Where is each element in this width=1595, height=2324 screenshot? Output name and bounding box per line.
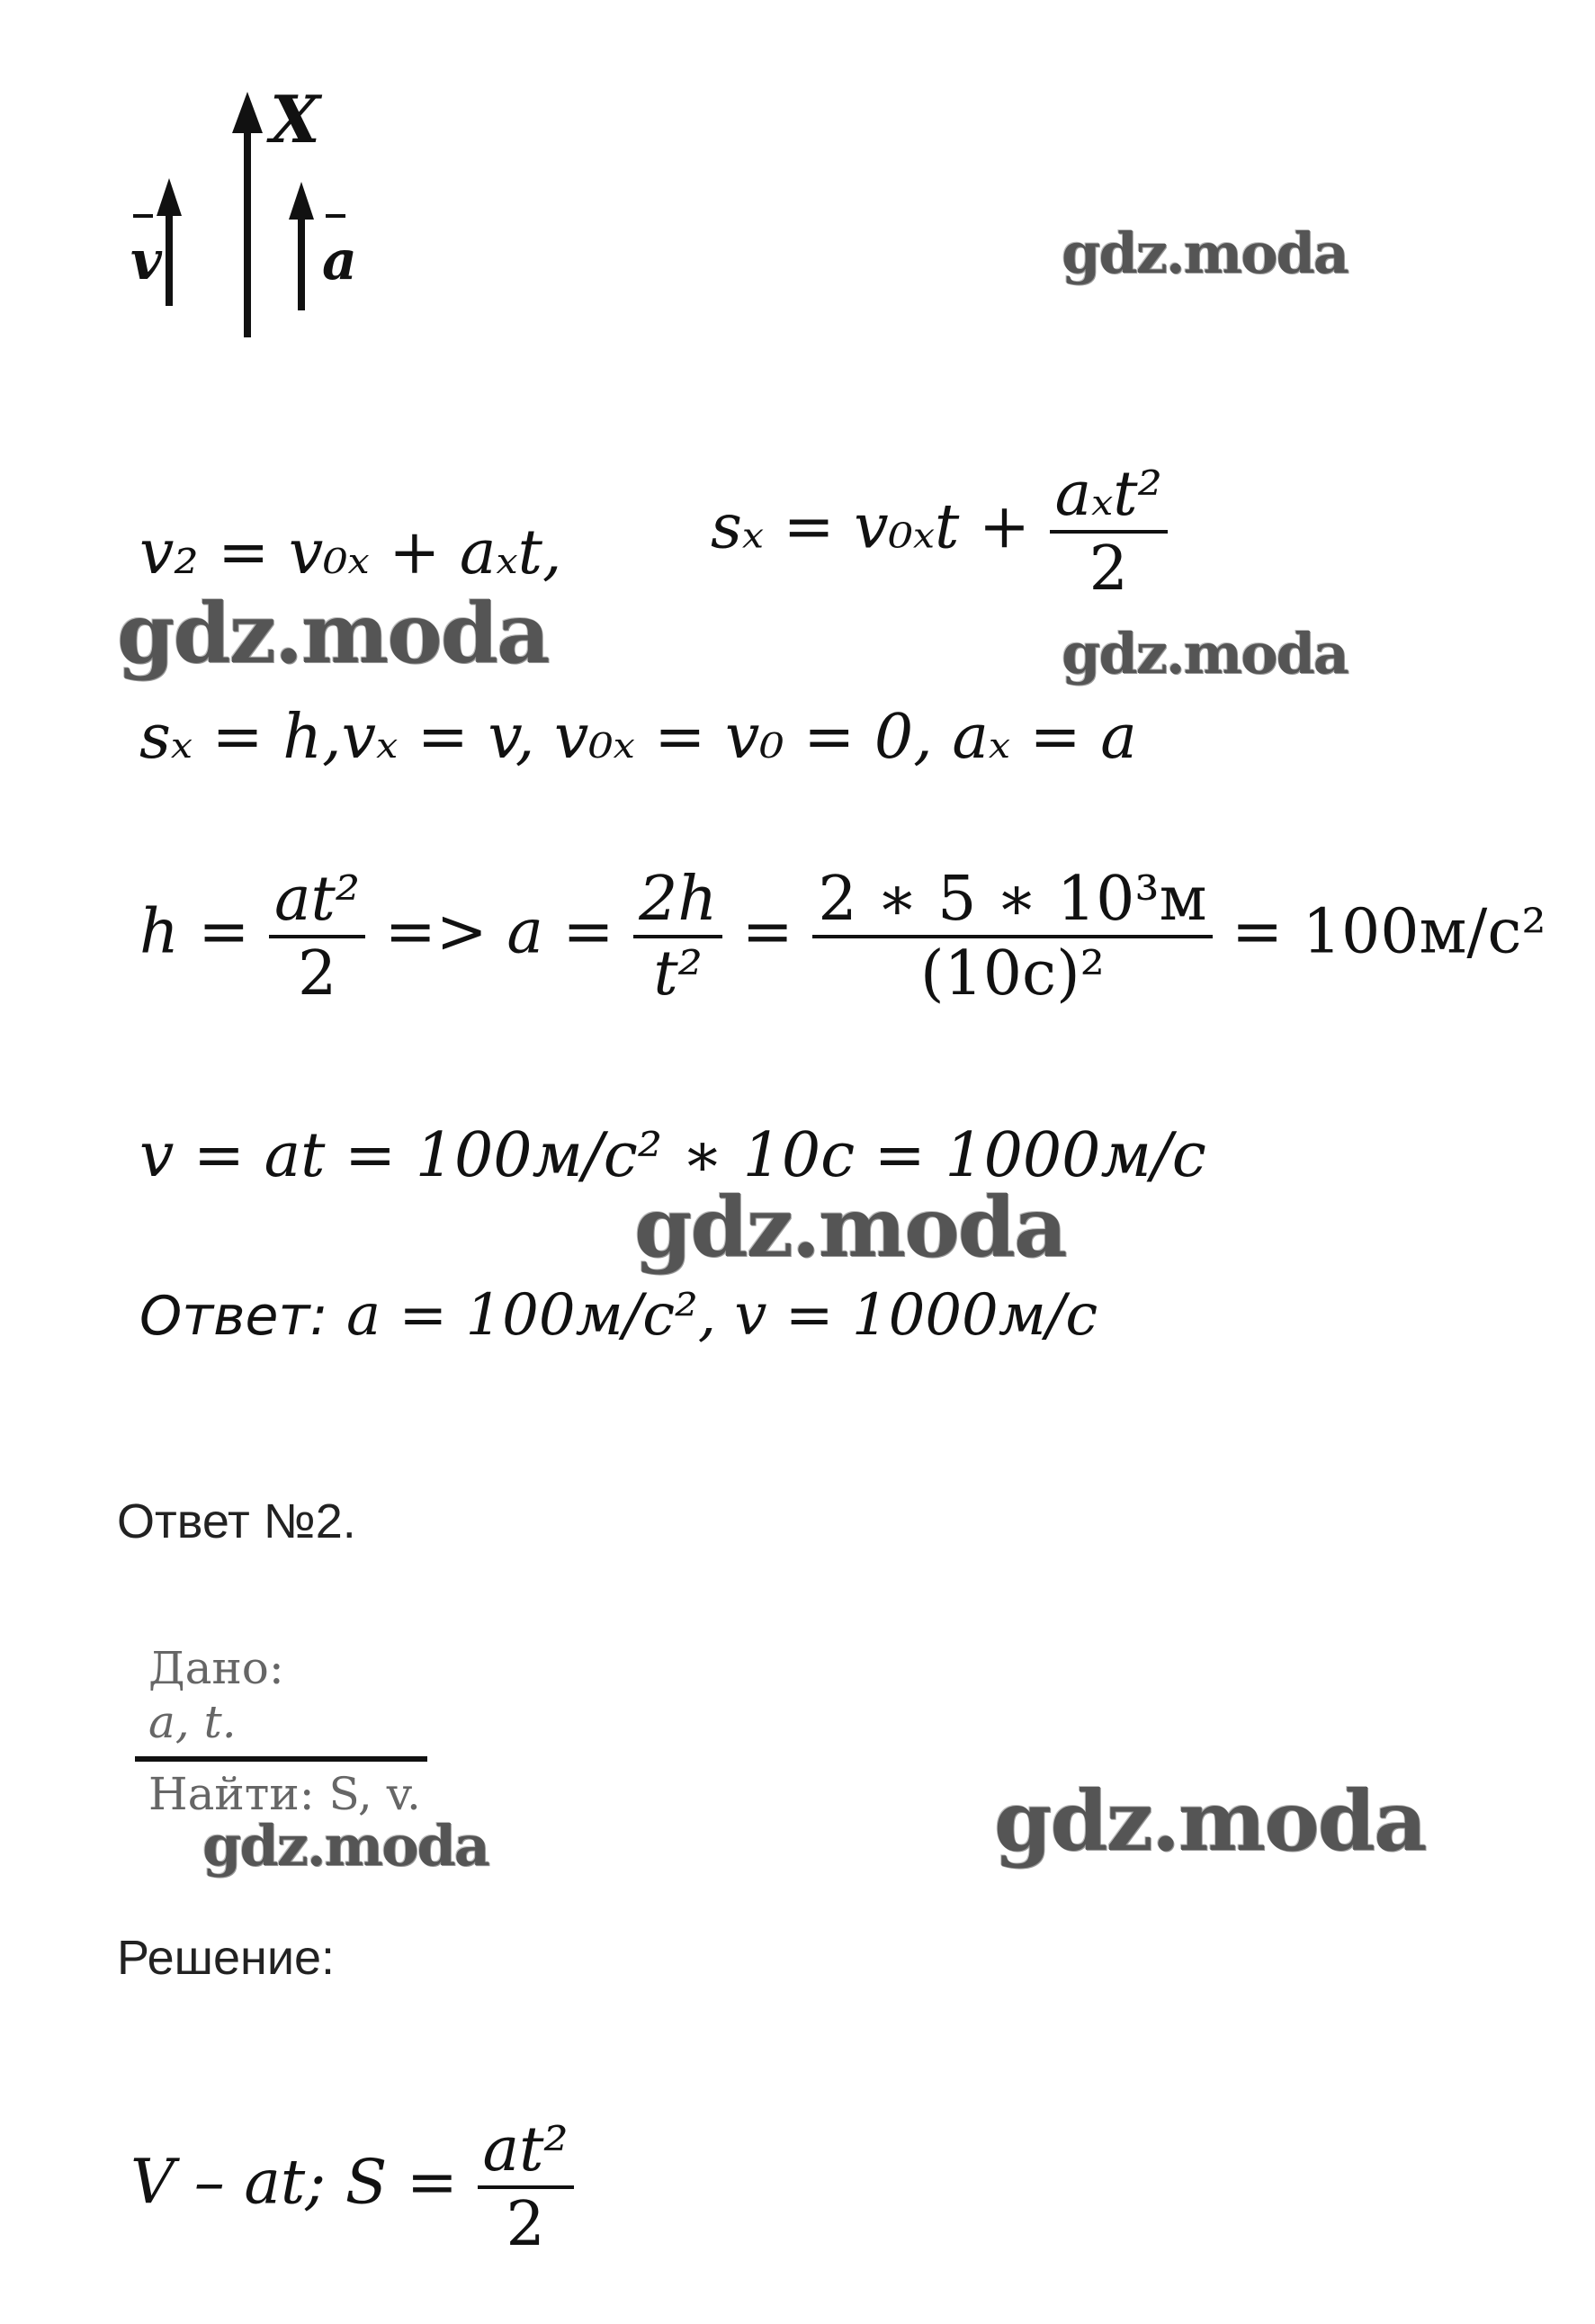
acceleration-arrowhead: [289, 182, 314, 220]
fraction-1-numerator: at²: [274, 864, 361, 935]
watermark-1: gdz.moda: [1062, 220, 1348, 286]
fraction-2-denominator: t²: [633, 935, 722, 1009]
fraction-3-numerator: 2 ∗ 5 ∗ 10³м: [818, 864, 1207, 935]
acceleration-vector-bar: [326, 214, 345, 218]
vector-diagram: [126, 81, 396, 342]
final-formula: [130, 2114, 574, 2260]
final-fraction-numerator: at²: [482, 2114, 569, 2185]
watermark-5: gdz.moda: [202, 1813, 488, 1879]
answer-label: Ответ:: [139, 1285, 328, 1348]
fraction-2-numerator: 2h: [639, 864, 718, 935]
displacement-fraction: [1050, 459, 1168, 605]
watermark-2: gdz.moda: [117, 585, 549, 682]
solution-heading: Решение:: [117, 1931, 336, 1985]
formula-displacement-equation: [711, 459, 1168, 605]
watermark-4: gdz.moda: [634, 1179, 1066, 1276]
formula-velocity-equation: [139, 517, 562, 588]
formula-velocity-result: v = at = 100м/с² ∗ 10c = 1000м/с: [139, 1120, 1206, 1191]
derivation-h: h =: [139, 896, 250, 968]
derivation-fraction-3: [812, 864, 1212, 1009]
formula-acceleration-derivation: [139, 864, 1546, 1009]
displacement-fraction-denominator: 2: [1050, 530, 1168, 605]
watermark-6: gdz.moda: [994, 1772, 1426, 1870]
fraction-1-denominator: 2: [269, 935, 365, 1009]
given-divider: [135, 1756, 427, 1762]
axis-x-label: X: [270, 81, 320, 157]
derivation-implies: => a =: [384, 896, 614, 968]
formula-substitutions: sₓ = h,vₓ = v, v₀ₓ = v₀ = 0, aₓ = a: [139, 702, 1137, 773]
watermark-3: gdz.moda: [1062, 621, 1348, 686]
find-line: Найти: S, v.: [148, 1768, 421, 1820]
x-axis-arrowhead: [232, 92, 263, 133]
velocity-vector-bar: [133, 214, 153, 218]
velocity-label: v: [130, 229, 162, 292]
axis-arrows-figure: [126, 81, 396, 342]
answer-line: [139, 1282, 1098, 1349]
given-title: Дано:: [148, 1642, 284, 1694]
derivation-fraction-2: [633, 864, 722, 1009]
derivation-fraction-1: [269, 864, 365, 1009]
derivation-equals: =: [741, 896, 793, 968]
final-formula-left: V – at; S =: [130, 2147, 458, 2219]
displacement-equation-left: sₓ = v₀ₓt +: [711, 491, 1030, 563]
final-fraction: [478, 2114, 574, 2260]
displacement-fraction-numerator: aₓt²: [1054, 459, 1162, 530]
velocity-equation-text: v₂ = v₀ₓ + aₓt,: [139, 517, 562, 588]
acceleration-label: a: [322, 229, 357, 292]
final-fraction-denominator: 2: [478, 2185, 574, 2260]
answer-value: a = 100м/с², v = 1000м/с: [345, 1282, 1098, 1349]
answer-2-heading: Ответ №2.: [117, 1494, 356, 1548]
derivation-result: = 100м/с²: [1232, 896, 1546, 968]
velocity-arrowhead: [157, 178, 182, 216]
given-values: a, t.: [148, 1696, 237, 1748]
fraction-3-denominator: (10с)²: [812, 935, 1212, 1009]
